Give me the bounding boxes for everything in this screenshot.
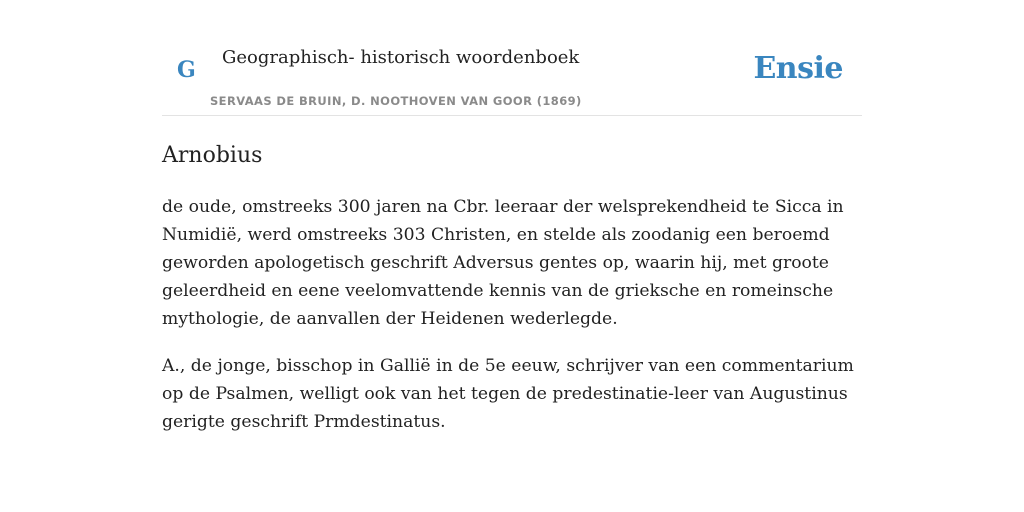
entry-paragraph: A., de jonge, bisschop in Gallië in de 5e eeuw, schrijver van een commentarium op de Psalmen, welligt ook van het tegen de predestinatie-leer van Augustinus gerigte geschrift Prmdestinatus.: [162, 356, 854, 432]
book-header: [162, 38, 862, 116]
entry-card: [162, 38, 862, 436]
entry-paragraph: de oude, omstreeks 300 jaren na Cbr. leeraar der welsprekendheid te Sicca in Numidië, werd omstreeks 303 Christen, en stelde als zoodanig een beroemd geworden apologetisch geschrift Adversus gentes op, waarin hij, met groote geleerdheid en eene veelomvattende kennis van de grieksche en romeinsche mythologie, de aanvallen der Heidenen wederlegde.: [162, 197, 844, 329]
book-authors: SERVAAS DE BRUIN, D. NOOTHOVEN VAN GOOR (1869): [210, 94, 582, 108]
entry-title: Arnobius: [162, 143, 263, 168]
book-logo-icon[interactable]: G: [177, 57, 196, 83]
ensie-logo-link[interactable]: Ensie: [753, 51, 843, 86]
book-title-link[interactable]: Geographisch- historisch woordenboek: [222, 47, 580, 68]
